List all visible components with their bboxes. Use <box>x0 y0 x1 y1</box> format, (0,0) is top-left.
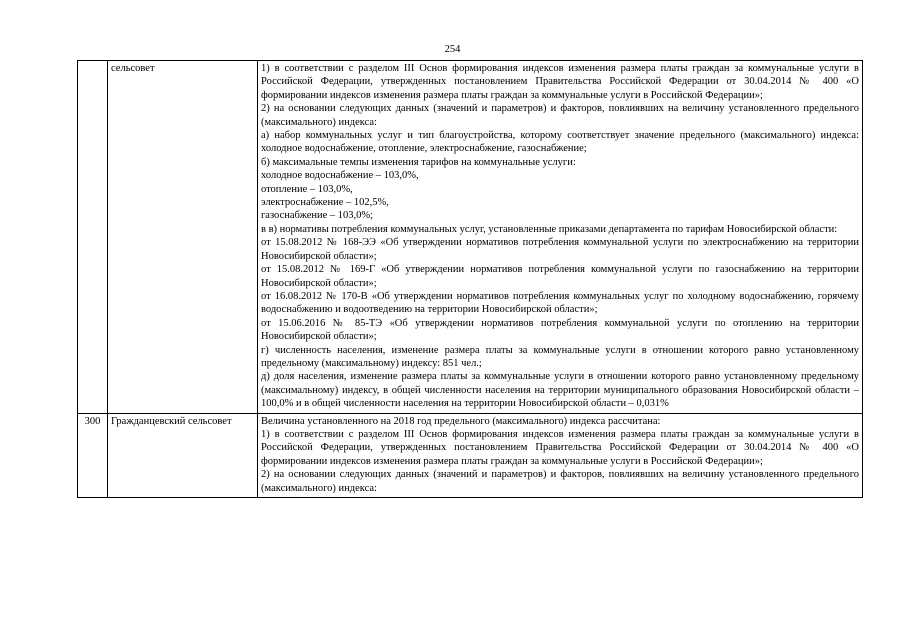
page-number: 254 <box>444 44 461 55</box>
description-paragraph: 2) на основании следующих данных (значений и параметров) и факторов, повлиявших на величину установленного предельного (максимального) индекса: <box>261 103 859 128</box>
table-row <box>78 61 863 414</box>
index-description-cell <box>258 413 863 497</box>
table-row <box>78 413 863 497</box>
row-number-cell: 300 <box>78 413 108 497</box>
municipal-index-table <box>77 60 863 498</box>
description-paragraph: газоснабжение – 103,0%; <box>261 210 374 222</box>
table-body <box>78 61 863 498</box>
description-paragraph: от 15.08.2012 № 168-ЭЭ «Об утверждении нормативов потребления коммунальной услуги по электроснабжению на территории Новосибирской области»; <box>261 237 859 262</box>
municipality-name-cell: Гражданцевский сельсовет <box>108 413 258 497</box>
description-paragraph: от 15.06.2016 № 85-ТЭ «Об утверждении нормативов потребления коммунальной услуги по отоплению на территории Новосибирской области»; <box>261 317 859 343</box>
description-paragraph: электроснабжение – 102,5%, <box>261 197 389 209</box>
description-paragraph: а) набор коммунальных услуг и тип благоустройства, которому соответствует значение предельного (максимального) индекса: холодное водоснабжение, отопление, электроснабжение, газоснабжение; <box>261 130 859 155</box>
description-paragraph: от 15.08.2012 № 169-Г «Об утверждении нормативов потребления коммунальной услуги по газоснабжению на территории Новосибирской области»; <box>261 264 859 289</box>
municipality-name-cell: сельсовет <box>108 61 258 414</box>
description-paragraph: Величина установленного на 2018 год предельного (максимального) индекса рассчитана: <box>261 415 661 427</box>
description-paragraph: 1) в соответствии с разделом III Основ формирования индексов изменения размера платы граждан за коммунальные услуги в Российской Федерации, утвержденных постановлением Правительства Российской Федерации от 30.04.2014 № 400 «О формировании индексов изменения размера платы граждан за коммунальные услуги в Российской Федерации»; <box>261 63 859 101</box>
row-number-cell <box>78 61 108 414</box>
description-paragraph: 2) на основании следующих данных (значений и параметров) и факторов, повлиявших на величину установленного предельного (максимального) индекса: <box>261 469 859 494</box>
description-paragraph: б) максимальные темпы изменения тарифов на коммунальные услуги: <box>261 156 576 168</box>
description-paragraph: отопление – 103,0%, <box>261 183 353 195</box>
description-paragraph: 1) в соответствии с разделом III Основ формирования индексов изменения размера платы граждан за коммунальные услуги в Российской Федерации, утвержденных постановлением Правительства Российской Федерации от 30.04.2014 № 400 «О формировании индексов изменения размера платы граждан за коммунальные услуги в Российской Федерации»; <box>261 428 859 467</box>
description-paragraph: г) численность населения, изменение размера платы за коммунальные услуги в отношении которого равно установленному предельному (максимальному) индексу: 851 чел.; <box>261 344 859 369</box>
description-paragraph: холодное водоснабжение – 103,0%, <box>261 170 419 182</box>
description-paragraph: от 16.08.2012 № 170-В «Об утверждении нормативов потребления коммунальных услуг по холодному водоснабжению, горячему водоснабжению и водоотведению на территории Новосибирской области»; <box>261 290 859 316</box>
description-paragraph: в в) нормативы потребления коммунальных услуг, установленные приказами департамента по тарифам Новосибирской области: <box>261 223 838 235</box>
index-description-cell <box>258 61 863 414</box>
description-paragraph: д) доля населения, изменение размера платы за коммунальные услуги в отношении которого равно установленному предельному (максимальному) индексу, в общей численности населения на территории муниципального образования Новосибирской области – 100,0% и в общей численности населения на территории Новосибирской области – 0,031% <box>261 371 859 410</box>
